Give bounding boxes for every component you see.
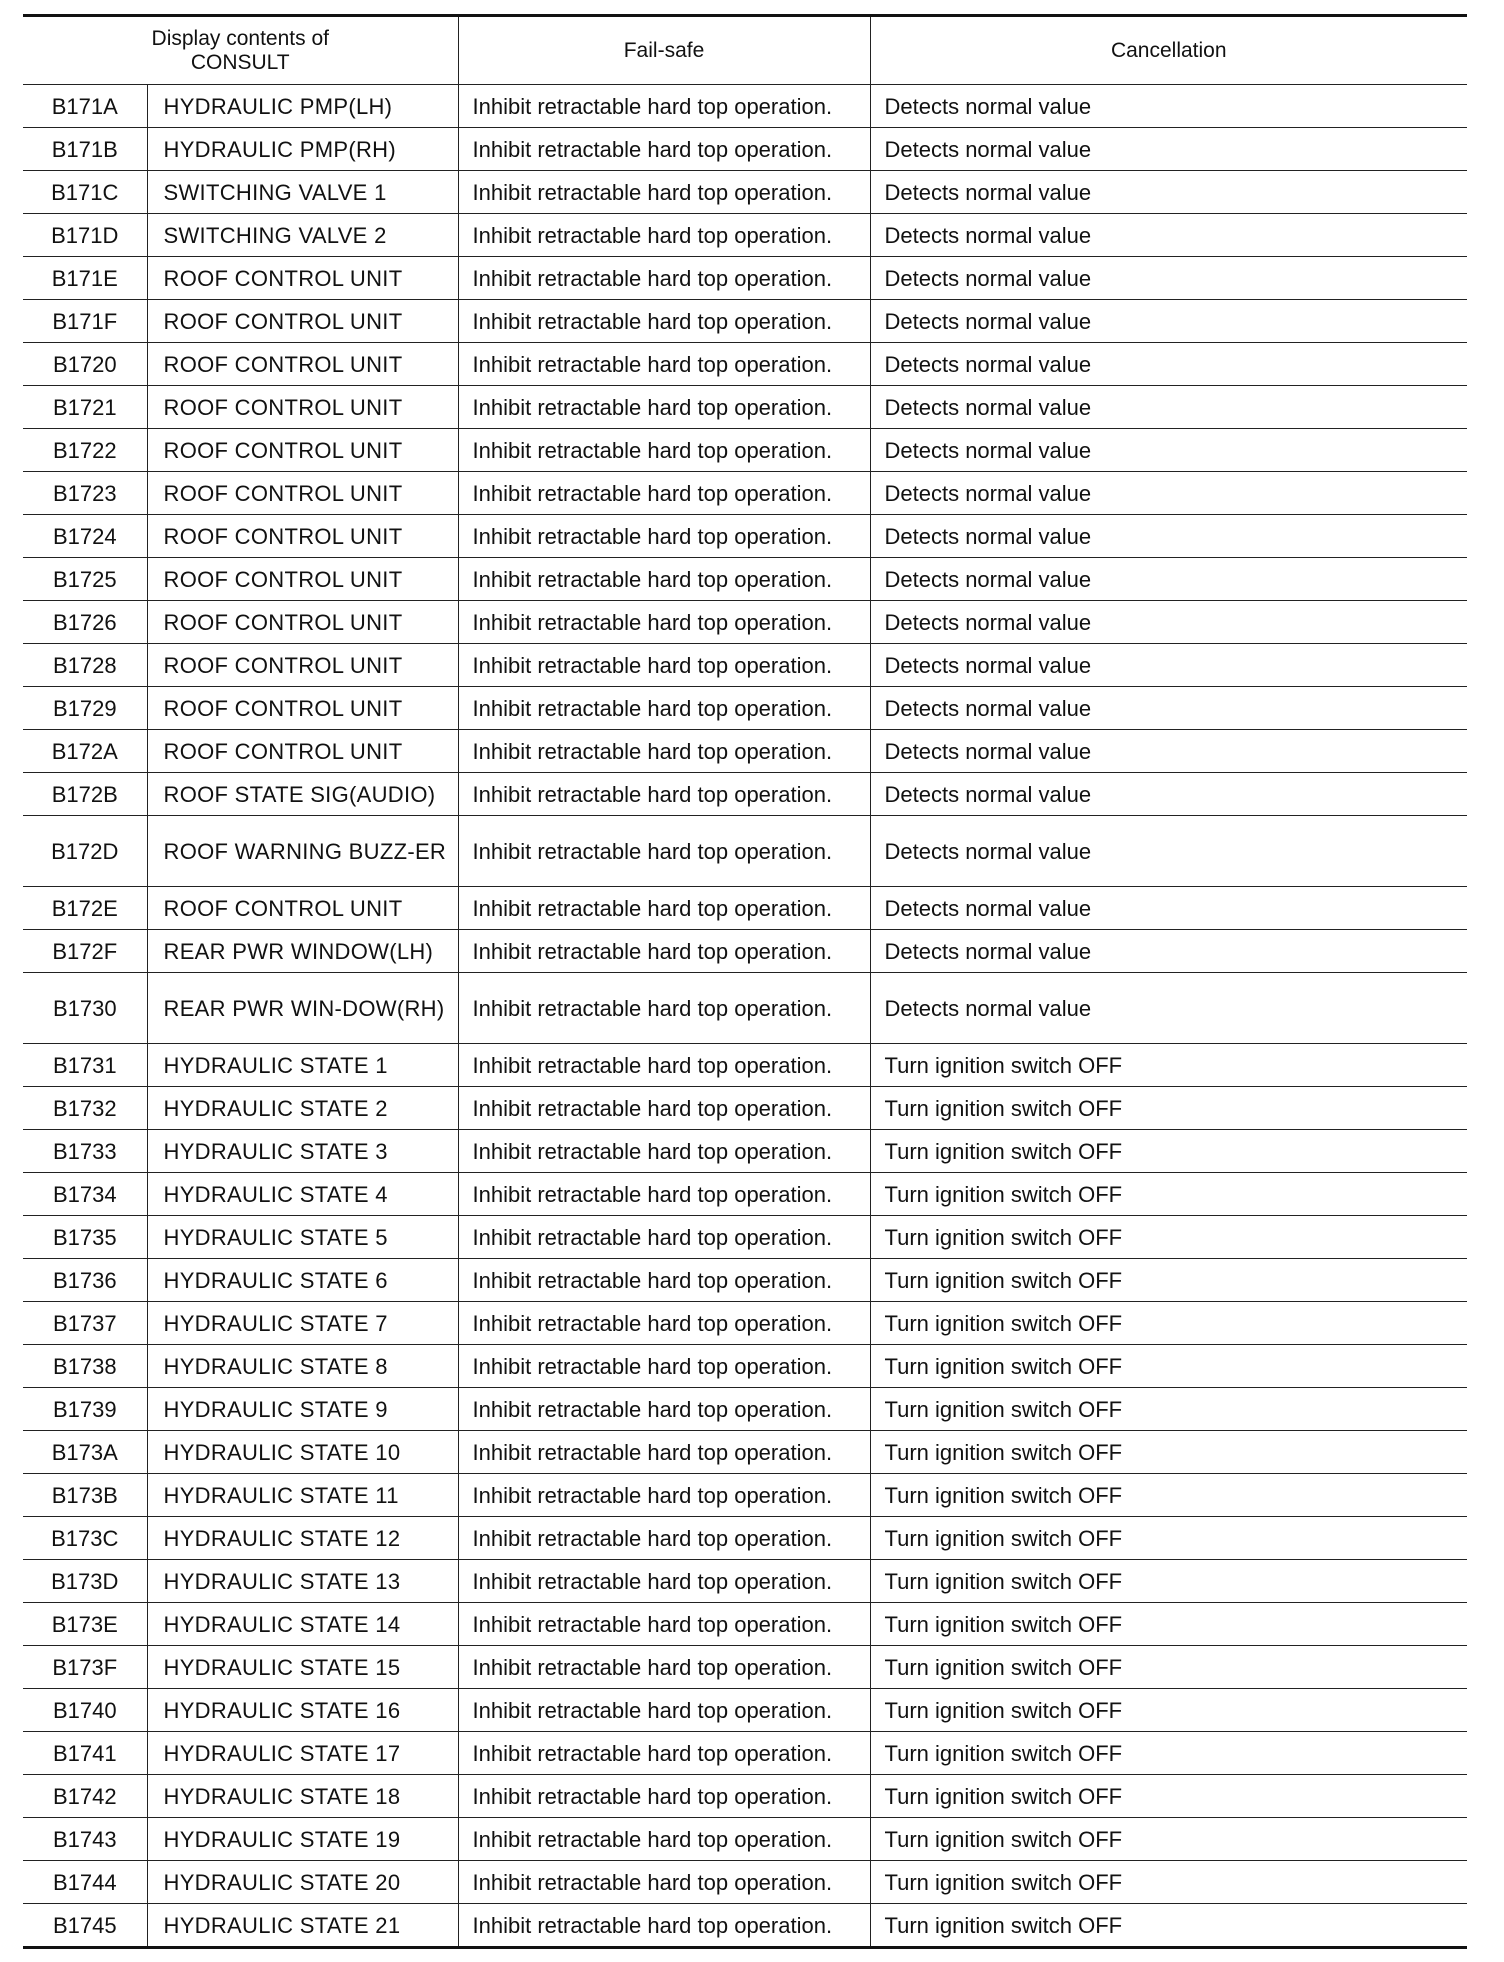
cancellation-cell: Detects normal value [870, 386, 1467, 429]
display-name-cell: HYDRAULIC PMP(LH) [147, 85, 458, 128]
cancellation-cell: Turn ignition switch OFF [870, 1818, 1467, 1861]
fail-safe-cell: Inhibit retractable hard top operation. [458, 644, 870, 687]
dtc-code-cell: B172B [23, 773, 147, 816]
table-row [23, 1646, 1467, 1689]
cancellation-cell: Turn ignition switch OFF [870, 1431, 1467, 1474]
table-row [23, 1818, 1467, 1861]
display-name-cell: HYDRAULIC STATE 5 [147, 1216, 458, 1259]
dtc-code-cell: B173C [23, 1517, 147, 1560]
dtc-code-cell: B1728 [23, 644, 147, 687]
display-name-cell: HYDRAULIC STATE 2 [147, 1087, 458, 1130]
display-name-cell: HYDRAULIC STATE 21 [147, 1904, 458, 1948]
fail-safe-cell: Inhibit retractable hard top operation. [458, 171, 870, 214]
table-row [23, 816, 1467, 887]
fail-safe-cell: Inhibit retractable hard top operation. [458, 1130, 870, 1173]
display-name-cell: ROOF WARNING BUZZ-ER [147, 816, 458, 887]
dtc-code-cell: B172A [23, 730, 147, 773]
table-row [23, 1130, 1467, 1173]
dtc-code-cell: B1732 [23, 1087, 147, 1130]
cancellation-cell: Turn ignition switch OFF [870, 1044, 1467, 1087]
dtc-code-cell: B1743 [23, 1818, 147, 1861]
fail-safe-cell: Inhibit retractable hard top operation. [458, 300, 870, 343]
table-row [23, 1474, 1467, 1517]
fail-safe-cell: Inhibit retractable hard top operation. [458, 816, 870, 887]
table-row [23, 1603, 1467, 1646]
cancellation-cell: Turn ignition switch OFF [870, 1130, 1467, 1173]
cancellation-cell: Detects normal value [870, 601, 1467, 644]
table-row [23, 472, 1467, 515]
display-name-cell: HYDRAULIC STATE 10 [147, 1431, 458, 1474]
dtc-code-cell: B172E [23, 887, 147, 930]
table-row [23, 1904, 1467, 1948]
fail-safe-cell: Inhibit retractable hard top operation. [458, 773, 870, 816]
display-name-cell: HYDRAULIC STATE 6 [147, 1259, 458, 1302]
table-row [23, 558, 1467, 601]
cancellation-cell: Detects normal value [870, 472, 1467, 515]
fail-safe-cell: Inhibit retractable hard top operation. [458, 515, 870, 558]
dtc-code-cell: B1744 [23, 1861, 147, 1904]
dtc-code-cell: B1731 [23, 1044, 147, 1087]
cancellation-cell: Detects normal value [870, 644, 1467, 687]
fail-safe-cell: Inhibit retractable hard top operation. [458, 128, 870, 171]
cancellation-cell: Turn ignition switch OFF [870, 1775, 1467, 1818]
cancellation-cell: Detects normal value [870, 687, 1467, 730]
dtc-code-cell: B1733 [23, 1130, 147, 1173]
fail-safe-cell: Inhibit retractable hard top operation. [458, 1431, 870, 1474]
display-name-cell: HYDRAULIC STATE 13 [147, 1560, 458, 1603]
display-name-cell: ROOF CONTROL UNIT [147, 601, 458, 644]
table-row [23, 515, 1467, 558]
display-name-cell: ROOF CONTROL UNIT [147, 300, 458, 343]
dtc-code-cell: B1738 [23, 1345, 147, 1388]
cancellation-cell: Detects normal value [870, 85, 1467, 128]
cancellation-cell: Turn ignition switch OFF [870, 1904, 1467, 1948]
table-row [23, 601, 1467, 644]
display-name-cell: HYDRAULIC STATE 15 [147, 1646, 458, 1689]
table-row [23, 1517, 1467, 1560]
dtc-code-cell: B1737 [23, 1302, 147, 1345]
dtc-code-cell: B1720 [23, 343, 147, 386]
dtc-code-cell: B171C [23, 171, 147, 214]
fail-safe-cell: Inhibit retractable hard top operation. [458, 1732, 870, 1775]
cancellation-cell: Detects normal value [870, 887, 1467, 930]
dtc-code-cell: B172D [23, 816, 147, 887]
fail-safe-cell: Inhibit retractable hard top operation. [458, 1646, 870, 1689]
display-name-cell: ROOF CONTROL UNIT [147, 644, 458, 687]
display-name-cell: REAR PWR WINDOW(LH) [147, 930, 458, 973]
fail-safe-cell: Inhibit retractable hard top operation. [458, 429, 870, 472]
dtc-code-cell: B171A [23, 85, 147, 128]
fail-safe-cell: Inhibit retractable hard top operation. [458, 558, 870, 601]
cancellation-cell: Detects normal value [870, 816, 1467, 887]
fail-safe-cell: Inhibit retractable hard top operation. [458, 1345, 870, 1388]
dtc-code-cell: B171F [23, 300, 147, 343]
display-name-cell: ROOF CONTROL UNIT [147, 257, 458, 300]
dtc-code-cell: B1721 [23, 386, 147, 429]
display-name-cell: HYDRAULIC STATE 20 [147, 1861, 458, 1904]
table-row [23, 930, 1467, 973]
dtc-code-cell: B1741 [23, 1732, 147, 1775]
dtc-code-cell: B1739 [23, 1388, 147, 1431]
table-row [23, 1173, 1467, 1216]
table-row [23, 1044, 1467, 1087]
table-row [23, 1861, 1467, 1904]
display-name-cell: HYDRAULIC STATE 16 [147, 1689, 458, 1732]
fail-safe-cell: Inhibit retractable hard top operation. [458, 601, 870, 644]
fail-safe-cell: Inhibit retractable hard top operation. [458, 472, 870, 515]
fail-safe-cell: Inhibit retractable hard top operation. [458, 1173, 870, 1216]
cancellation-cell: Turn ignition switch OFF [870, 1345, 1467, 1388]
table-row [23, 1775, 1467, 1818]
table-body [23, 85, 1467, 1948]
dtc-code-cell: B171B [23, 128, 147, 171]
display-name-cell: REAR PWR WIN-DOW(RH) [147, 973, 458, 1044]
cancellation-cell: Detects normal value [870, 257, 1467, 300]
fail-safe-cell: Inhibit retractable hard top operation. [458, 257, 870, 300]
fail-safe-cell: Inhibit retractable hard top operation. [458, 1087, 870, 1130]
dtc-code-cell: B1722 [23, 429, 147, 472]
cancellation-cell: Turn ignition switch OFF [870, 1517, 1467, 1560]
cancellation-cell: Turn ignition switch OFF [870, 1302, 1467, 1345]
fail-safe-cell: Inhibit retractable hard top operation. [458, 1560, 870, 1603]
fail-safe-cell: Inhibit retractable hard top operation. [458, 1044, 870, 1087]
display-name-cell: HYDRAULIC STATE 4 [147, 1173, 458, 1216]
cancellation-cell: Detects normal value [870, 128, 1467, 171]
fail-safe-cell: Inhibit retractable hard top operation. [458, 1861, 870, 1904]
cancellation-cell: Turn ignition switch OFF [870, 1689, 1467, 1732]
fail-safe-cell: Inhibit retractable hard top operation. [458, 1216, 870, 1259]
dtc-code-cell: B1730 [23, 973, 147, 1044]
fail-safe-table [23, 14, 1467, 1949]
dtc-code-cell: B173B [23, 1474, 147, 1517]
display-name-cell: ROOF CONTROL UNIT [147, 429, 458, 472]
display-name-cell: SWITCHING VALVE 2 [147, 214, 458, 257]
cancellation-cell: Detects normal value [870, 515, 1467, 558]
cancellation-cell: Detects normal value [870, 343, 1467, 386]
cancellation-cell: Turn ignition switch OFF [870, 1646, 1467, 1689]
header-fail-safe: Fail-safe [458, 16, 870, 85]
display-name-cell: HYDRAULIC STATE 17 [147, 1732, 458, 1775]
cancellation-cell: Turn ignition switch OFF [870, 1087, 1467, 1130]
table-row [23, 1560, 1467, 1603]
header-display-contents-label: Display contents of CONSULT [151, 26, 329, 74]
dtc-code-cell: B171E [23, 257, 147, 300]
fail-safe-cell: Inhibit retractable hard top operation. [458, 1818, 870, 1861]
table-row [23, 257, 1467, 300]
table-row [23, 730, 1467, 773]
fail-safe-cell: Inhibit retractable hard top operation. [458, 214, 870, 257]
fail-safe-cell: Inhibit retractable hard top operation. [458, 1474, 870, 1517]
table-row [23, 1431, 1467, 1474]
fail-safe-cell: Inhibit retractable hard top operation. [458, 386, 870, 429]
cancellation-cell: Detects normal value [870, 429, 1467, 472]
cancellation-cell: Turn ignition switch OFF [870, 1216, 1467, 1259]
cancellation-cell: Detects normal value [870, 930, 1467, 973]
cancellation-cell: Turn ignition switch OFF [870, 1173, 1467, 1216]
display-name-cell: SWITCHING VALVE 1 [147, 171, 458, 214]
table-row [23, 300, 1467, 343]
table-row [23, 1732, 1467, 1775]
dtc-code-cell: B173F [23, 1646, 147, 1689]
table-row [23, 85, 1467, 128]
display-name-cell: ROOF STATE SIG(AUDIO) [147, 773, 458, 816]
dtc-code-cell: B172F [23, 930, 147, 973]
display-name-cell: HYDRAULIC STATE 18 [147, 1775, 458, 1818]
dtc-code-cell: B1724 [23, 515, 147, 558]
cancellation-cell: Detects normal value [870, 773, 1467, 816]
table-row [23, 687, 1467, 730]
dtc-code-cell: B1740 [23, 1689, 147, 1732]
table-row [23, 1216, 1467, 1259]
cancellation-cell: Turn ignition switch OFF [870, 1861, 1467, 1904]
cancellation-cell: Turn ignition switch OFF [870, 1732, 1467, 1775]
dtc-code-cell: B171D [23, 214, 147, 257]
dtc-code-cell: B173D [23, 1560, 147, 1603]
fail-safe-cell: Inhibit retractable hard top operation. [458, 85, 870, 128]
fail-safe-cell: Inhibit retractable hard top operation. [458, 1259, 870, 1302]
table-row [23, 386, 1467, 429]
display-name-cell: ROOF CONTROL UNIT [147, 558, 458, 601]
display-name-cell: HYDRAULIC STATE 1 [147, 1044, 458, 1087]
display-name-cell: ROOF CONTROL UNIT [147, 887, 458, 930]
header-row [23, 16, 1467, 85]
dtc-code-cell: B1742 [23, 1775, 147, 1818]
fail-safe-cell: Inhibit retractable hard top operation. [458, 1517, 870, 1560]
fail-safe-cell: Inhibit retractable hard top operation. [458, 1689, 870, 1732]
display-name-cell: HYDRAULIC STATE 3 [147, 1130, 458, 1173]
table-row [23, 973, 1467, 1044]
display-name-cell: ROOF CONTROL UNIT [147, 472, 458, 515]
dtc-code-cell: B1725 [23, 558, 147, 601]
fail-safe-cell: Inhibit retractable hard top operation. [458, 973, 870, 1044]
display-name-cell: ROOF CONTROL UNIT [147, 730, 458, 773]
fail-safe-cell: Inhibit retractable hard top operation. [458, 1302, 870, 1345]
dtc-code-cell: B1735 [23, 1216, 147, 1259]
fail-safe-cell: Inhibit retractable hard top operation. [458, 730, 870, 773]
cancellation-cell: Detects normal value [870, 558, 1467, 601]
table-row [23, 1388, 1467, 1431]
cancellation-cell: Detects normal value [870, 730, 1467, 773]
display-name-cell: HYDRAULIC STATE 12 [147, 1517, 458, 1560]
table-header [23, 16, 1467, 85]
header-cancellation: Cancellation [870, 16, 1467, 85]
cancellation-cell: Detects normal value [870, 300, 1467, 343]
display-name-cell: ROOF CONTROL UNIT [147, 386, 458, 429]
table-row [23, 429, 1467, 472]
header-display-contents [23, 16, 458, 85]
table-row [23, 1259, 1467, 1302]
display-name-cell: HYDRAULIC STATE 19 [147, 1818, 458, 1861]
dtc-code-cell: B1723 [23, 472, 147, 515]
cancellation-cell: Detects normal value [870, 171, 1467, 214]
fail-safe-cell: Inhibit retractable hard top operation. [458, 1904, 870, 1948]
table-row [23, 1302, 1467, 1345]
fail-safe-cell: Inhibit retractable hard top operation. [458, 887, 870, 930]
cancellation-cell: Detects normal value [870, 214, 1467, 257]
table-row [23, 343, 1467, 386]
fail-safe-cell: Inhibit retractable hard top operation. [458, 1603, 870, 1646]
dtc-code-cell: B173A [23, 1431, 147, 1474]
display-name-cell: HYDRAULIC STATE 14 [147, 1603, 458, 1646]
cancellation-cell: Turn ignition switch OFF [870, 1560, 1467, 1603]
dtc-code-cell: B1726 [23, 601, 147, 644]
cancellation-cell: Turn ignition switch OFF [870, 1259, 1467, 1302]
table-row [23, 1087, 1467, 1130]
fail-safe-cell: Inhibit retractable hard top operation. [458, 1775, 870, 1818]
fail-safe-cell: Inhibit retractable hard top operation. [458, 930, 870, 973]
table-row [23, 1345, 1467, 1388]
dtc-code-cell: B1729 [23, 687, 147, 730]
fail-safe-cell: Inhibit retractable hard top operation. [458, 343, 870, 386]
cancellation-cell: Turn ignition switch OFF [870, 1603, 1467, 1646]
fail-safe-cell: Inhibit retractable hard top operation. [458, 1388, 870, 1431]
display-name-cell: HYDRAULIC STATE 7 [147, 1302, 458, 1345]
display-name-cell: ROOF CONTROL UNIT [147, 687, 458, 730]
table-row [23, 128, 1467, 171]
display-name-cell: HYDRAULIC STATE 8 [147, 1345, 458, 1388]
fail-safe-cell: Inhibit retractable hard top operation. [458, 687, 870, 730]
display-name-cell: HYDRAULIC PMP(RH) [147, 128, 458, 171]
dtc-code-cell: B1745 [23, 1904, 147, 1948]
table-row [23, 214, 1467, 257]
display-name-cell: ROOF CONTROL UNIT [147, 515, 458, 558]
display-name-cell: ROOF CONTROL UNIT [147, 343, 458, 386]
table-row [23, 887, 1467, 930]
display-name-cell: HYDRAULIC STATE 9 [147, 1388, 458, 1431]
cancellation-cell: Turn ignition switch OFF [870, 1388, 1467, 1431]
cancellation-cell: Detects normal value [870, 973, 1467, 1044]
dtc-code-cell: B1736 [23, 1259, 147, 1302]
table-row [23, 1689, 1467, 1732]
cancellation-cell: Turn ignition switch OFF [870, 1474, 1467, 1517]
table-row [23, 644, 1467, 687]
table-row [23, 171, 1467, 214]
table-row [23, 773, 1467, 816]
display-name-cell: HYDRAULIC STATE 11 [147, 1474, 458, 1517]
dtc-code-cell: B173E [23, 1603, 147, 1646]
dtc-code-cell: B1734 [23, 1173, 147, 1216]
